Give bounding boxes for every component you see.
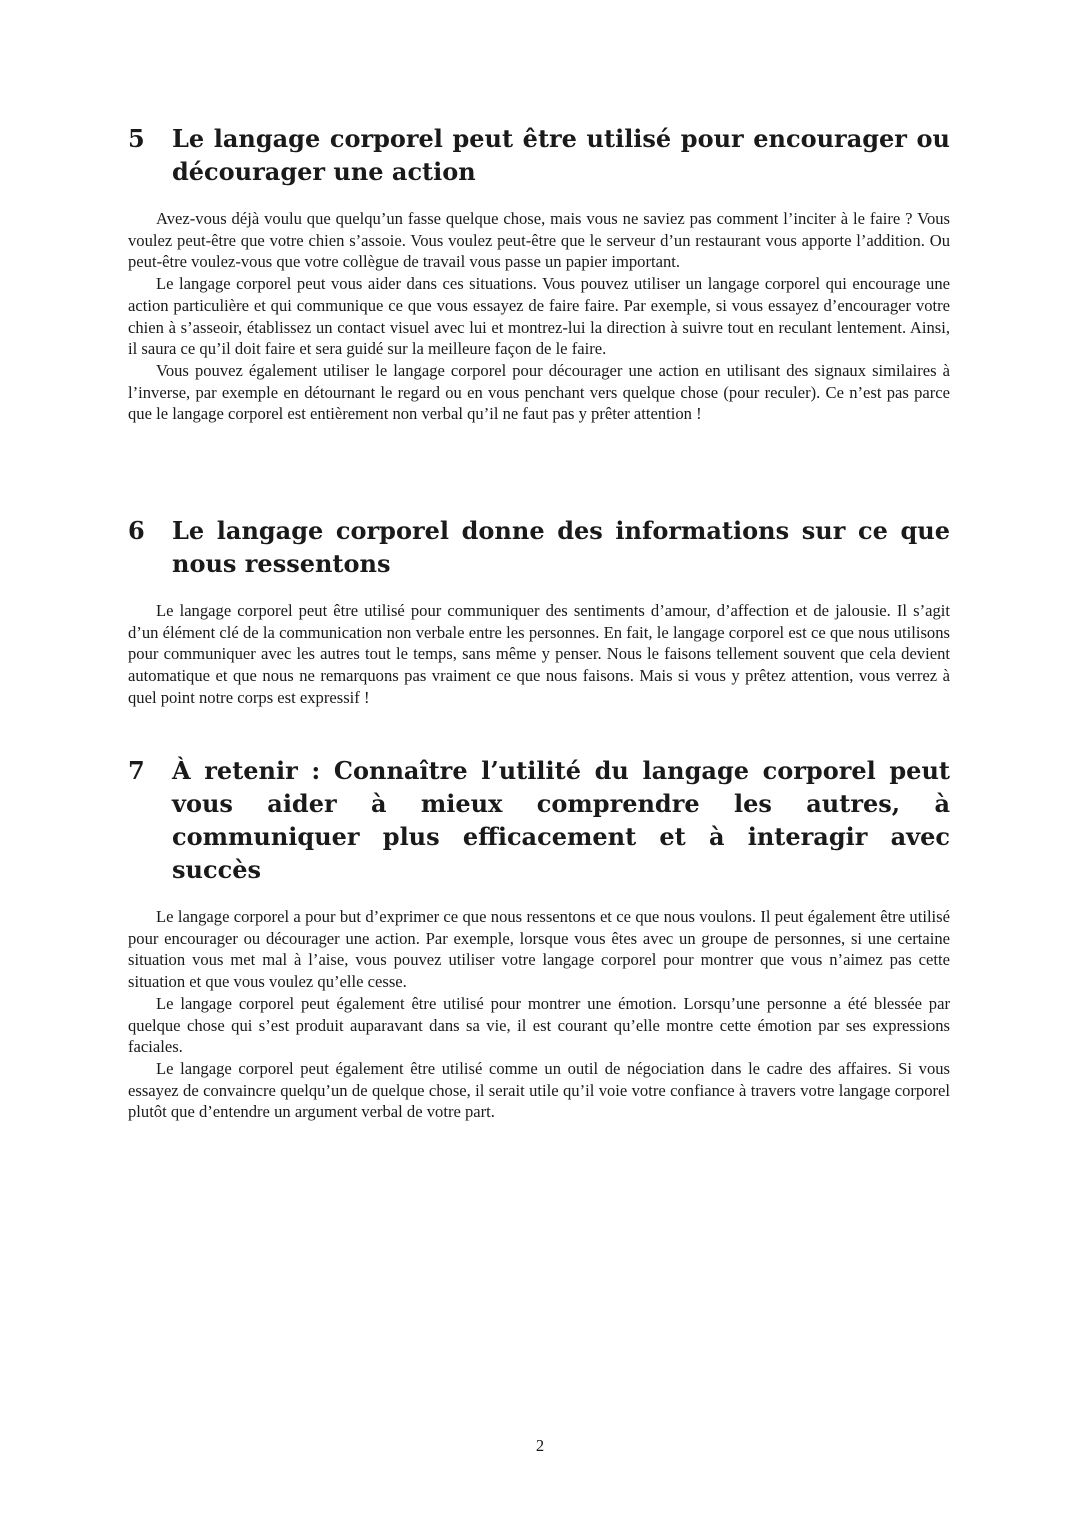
paragraph: Le langage corporel peut également être utilisé comme un outil de négociation dans le cadre des affaires. Si vous essayez de convaincre quelqu’un de quelque chose, il serait utile qu’il voie votre confiance à travers votre langage corporel plutôt que d’entendre un argument verbal de votre part. [128,1058,950,1122]
section-body [128,208,950,425]
section-number: 5 [128,124,145,153]
section-number: 7 [128,756,145,785]
section-heading [128,754,950,886]
paragraph: Le langage corporel peut également être utilisé pour montrer une émotion. Lorsqu’une personne a été blessée par quelque chose qui s’est produit auparavant dans sa vie, il est courant qu’elle montre cette émotion par ses expressions faciales. [128,993,950,1057]
section-title: À retenir : Connaître l’utilité du langage corporel peut vous aider à mieux comprendre les autres, à communiquer plus efficacement et à interagir avec succès [172,756,950,884]
section-5 [128,122,950,425]
section-body [128,906,950,1123]
paragraph: Avez-vous déjà voulu que quelqu’un fasse quelque chose, mais vous ne saviez pas comment l’inciter à le faire ? Vous voulez peut-être que votre chien s’assoie. Vous voulez peut-être que le serveur d’un restaurant vous apporte l’addition. Ou peut-être voulez-vous que votre collègue de travail vous passe un papier important. [128,209,950,272]
section-title: Le langage corporel peut être utilisé pour encourager ou décourager une action [172,124,950,186]
section-heading [128,122,950,188]
paragraph: Le langage corporel a pour but d’exprimer ce que nous ressentons et ce que nous voulons. Il peut également être utilisé pour encourager ou décourager une action. Par exemple, lorsque vous êtes avec un groupe de personnes, si une certaine situation vous met mal à l’aise, vous pouvez utiliser votre langage corporel pour montrer que vous n’aimez pas cette situation et que vous voulez qu’elle cesse. [128,907,950,992]
section-number: 6 [128,516,145,545]
section-7 [128,754,950,1123]
section-heading [128,514,950,580]
paragraph: Le langage corporel peut vous aider dans ces situations. Vous pouvez utiliser un langage corporel qui encourage une action particulière et qui communique ce que vous essayez de faire faire. Par exemple, si vous essayez d’encourager votre chien à s’asseoir, établissez un contact visuel avec lui et montrez-lui la direction à suivre tout en reculant lentement. Ainsi, il saura ce qu’il doit faire et sera guidé sur la meilleure façon de le faire. [128,274,950,359]
section-body [128,600,950,709]
page-number: 2 [535,1436,545,1455]
paragraph: Vous pouvez également utiliser le langage corporel pour décourager une action en utilisant des signaux similaires à l’inverse, par exemple en détournant le regard ou en vous penchant vers quelque chose (pour reculer). Ce n’est pas parce que le langage corporel est entièrement non verbal qu’il ne faut pas y prêter attention ! [128,360,950,424]
section-title: Le langage corporel donne des informations sur ce que nous ressentons [172,516,950,578]
section-6 [128,514,950,709]
paragraph: Le langage corporel peut être utilisé pour communiquer des sentiments d’amour, d’affection et de jalousie. Il s’agit d’un élément clé de la communication non verbale entre les personnes. En fait, le langage corporel est ce que nous utilisons pour communiquer avec les autres tout le temps, sans même y penser. Nous le faisons tellement souvent que cela devient automatique et que nous ne remarquons pas vraiment ce que nous faisons. Mais si vous y prêtez attention, vous verrez à quel point notre corps est expressif ! [128,601,950,707]
